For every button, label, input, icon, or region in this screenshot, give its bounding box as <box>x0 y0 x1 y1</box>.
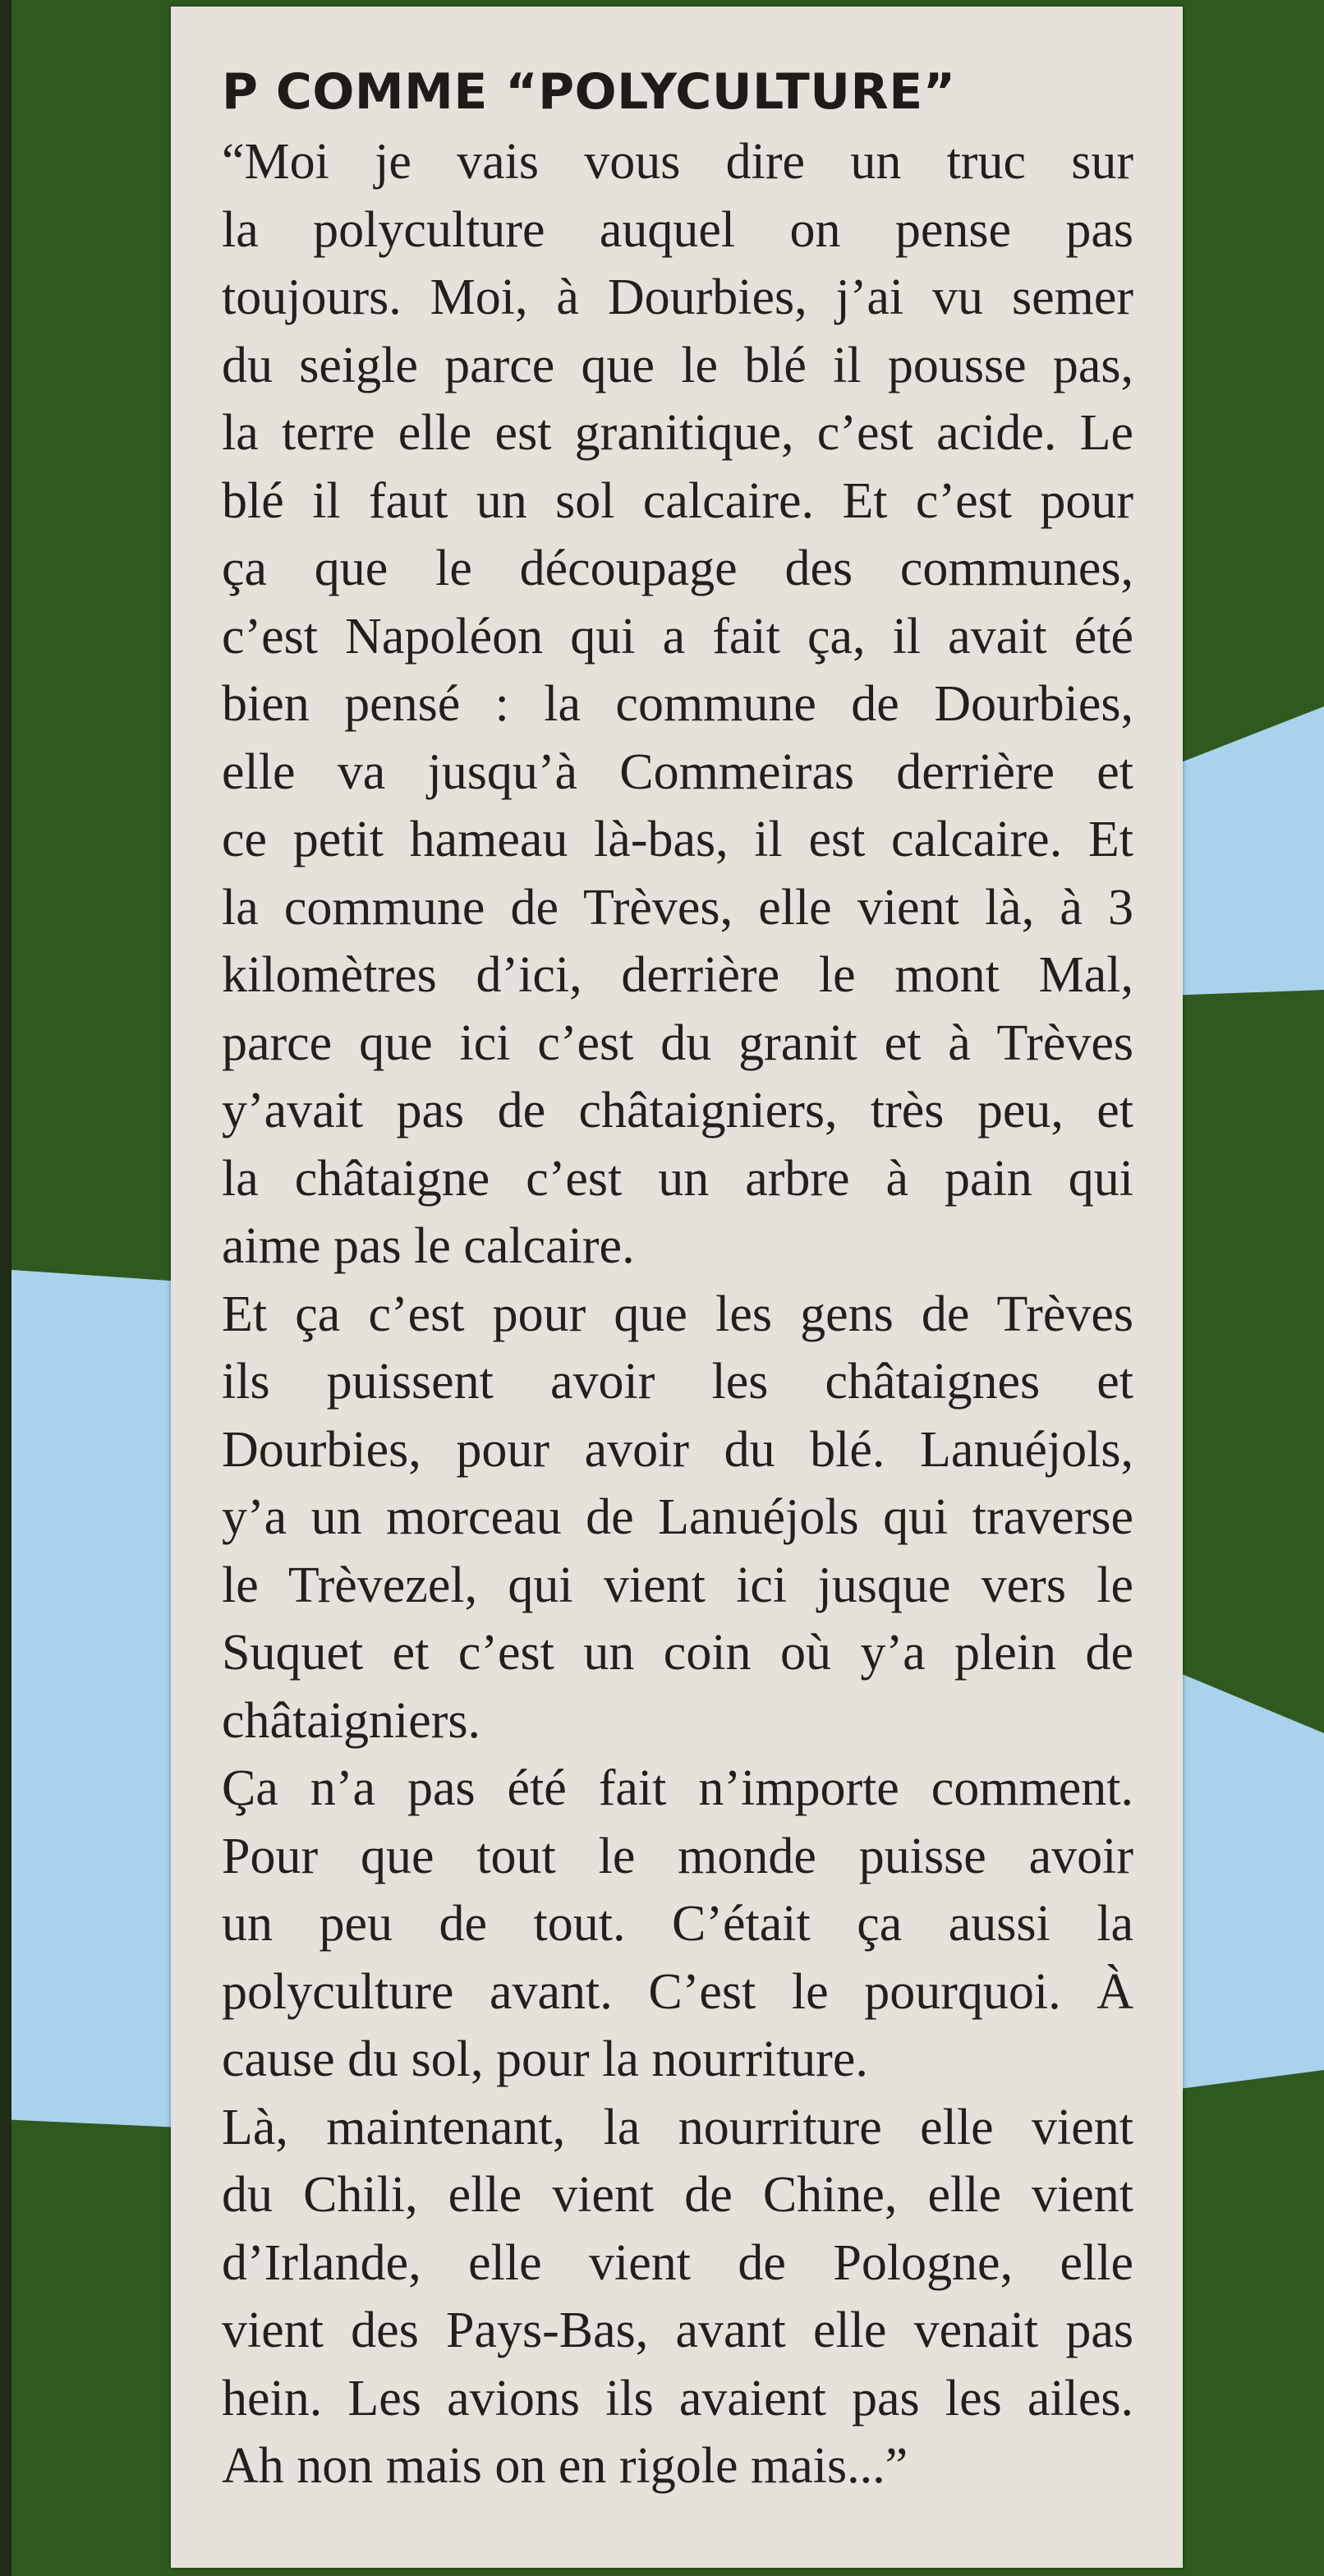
paragraph <box>222 2094 1133 2500</box>
paragraph <box>222 1281 1133 1755</box>
text-line: la commune de Trèves, elle vient là, à 3 <box>222 879 1133 936</box>
body-text <box>222 128 1133 2500</box>
text-line: la polyculture auquel on pense pas <box>222 201 1133 258</box>
text-line: ça que le découpage des communes, <box>222 540 1133 596</box>
background-blue-band-right-lower <box>1166 1668 1324 2091</box>
text-line: Et ça c’est pour que les gens de Trèves <box>222 1286 1133 1342</box>
text-card <box>171 7 1183 2568</box>
text-line: la châtaigne c’est un arbre à pain qui <box>222 1150 1133 1207</box>
text-line: vient des Pays-Bas, avant elle venait pas <box>222 2302 1133 2358</box>
text-line: du Chili, elle vient de Chine, elle vient <box>222 2167 1133 2223</box>
text-line: hein. Les avions ils avaient pas les ailes. <box>222 2370 1133 2426</box>
text-line: bien pensé : la commune de Dourbies, <box>222 676 1133 732</box>
paragraph <box>222 128 1133 1281</box>
text-line: y’a un morceau de Lanuéjols qui traverse <box>222 1489 1133 1545</box>
text-line: toujours. Moi, à Dourbies, j’ai vu semer <box>222 269 1133 325</box>
text-line: châtaigniers. <box>222 1692 481 1749</box>
text-line: Là, maintenant, la nourriture elle vient <box>222 2099 1133 2155</box>
text-line: polyculture avant. C’est le pourquoi. À <box>222 1963 1133 2020</box>
text-line: la terre elle est granitique, c’est acide. Le <box>222 405 1133 461</box>
text-line: c’est Napoléon qui a fait ça, il avait été <box>222 608 1133 665</box>
text-line: Ça n’a pas été fait n’importe comment. <box>222 1760 1133 1816</box>
text-line: blé il faut un sol calcaire. Et c’est pour <box>222 472 1133 529</box>
text-line: kilomètres d’ici, derrière le mont Mal, <box>222 947 1133 1003</box>
text-line: Dourbies, pour avoir du blé. Lanuéjols, <box>222 1421 1133 1478</box>
text-line: Ah non mais on en rigole mais...” <box>222 2438 908 2494</box>
text-line: aime pas le calcaire. <box>222 1218 635 1274</box>
text-line: “Moi je vais vous dire un truc sur <box>222 134 1133 190</box>
text-line: Suquet et c’est un coin où y’a plein de <box>222 1625 1133 1681</box>
text-line: ils puissent avoir les châtaignes et <box>222 1354 1133 1410</box>
background-blue-band-left <box>0 1269 181 2128</box>
background-edge-left <box>0 0 11 2576</box>
text-line: cause du sol, pour la nourriture. <box>222 2031 868 2087</box>
text-line: Pour que tout le monde puisse avoir <box>222 1828 1133 1884</box>
paragraph <box>222 1755 1133 2094</box>
text-line: parce que ici c’est du granit et à Trèves <box>222 1014 1133 1071</box>
text-line: y’avait pas de châtaigniers, très peu, et <box>222 1083 1133 1138</box>
text-line: ce petit hameau là-bas, il est calcaire. Et <box>222 812 1133 867</box>
text-line: le Trèvezel, qui vient ici jusque vers le <box>222 1557 1133 1613</box>
text-line: du seigle parce que le blé il pousse pas, <box>222 337 1133 393</box>
text-line: elle va jusqu’à Commeiras derrière et <box>222 743 1133 800</box>
text-line: d’Irlande, elle vient de Pologne, elle <box>222 2234 1133 2291</box>
section-heading: P COMME “POLYCULTURE” <box>222 63 956 121</box>
text-line: un peu de tout. C’était ça aussi la <box>222 1896 1133 1952</box>
